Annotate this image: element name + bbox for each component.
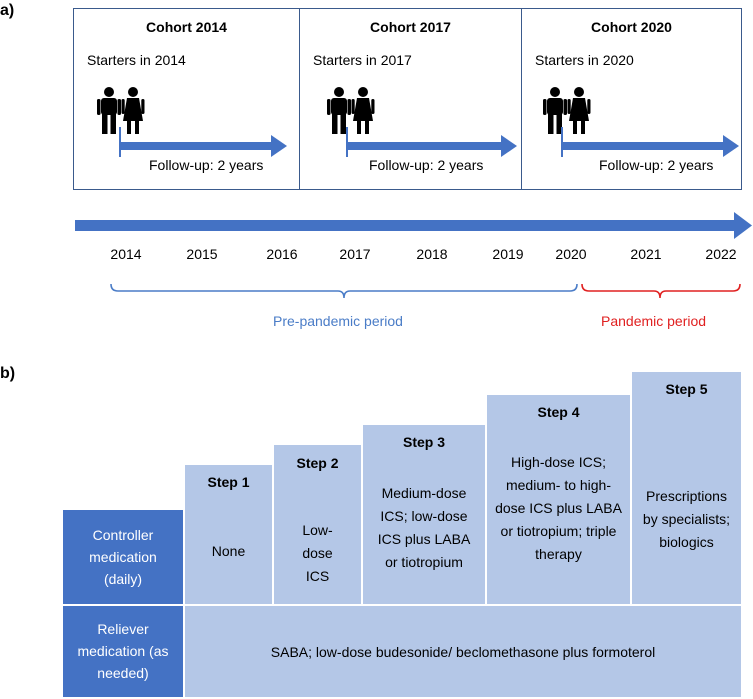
followup-arrow (119, 127, 287, 157)
step-title: Step 2 (296, 455, 339, 471)
starters-label: Starters in 2014 (87, 52, 186, 68)
year-label: 2014 (110, 246, 142, 262)
step-2-cell (273, 444, 362, 605)
reliever-medication-row: SABA; low-dose budesonide/ beclomethasone plus formoterol (184, 605, 742, 698)
cohort-title: Cohort 2020 (591, 19, 672, 35)
year-label: 2016 (266, 246, 298, 262)
year-label: 2015 (186, 246, 218, 262)
step-body: Prescriptions by specialists; biologics (642, 488, 731, 550)
pre-pandemic-label: Pre-pandemic period (273, 313, 403, 329)
year-label: 2019 (492, 246, 524, 262)
panel-b-label: b) (0, 365, 16, 382)
cohort-title: Cohort 2014 (146, 19, 227, 35)
pandemic-label: Pandemic period (601, 313, 707, 329)
step-body: High-dose ICS; medium- to high-dose ICS plus LABA or tiotropium; triple therapy (495, 454, 622, 562)
year-label: 2021 (630, 246, 662, 262)
step-1-cell (184, 464, 273, 605)
step-title: Step 3 (402, 434, 445, 450)
step-5-cell (631, 371, 742, 605)
step-body: None (211, 543, 246, 559)
reliever-medication-label: Reliever medication (as needed) (62, 605, 184, 698)
starters-label: Starters in 2020 (535, 52, 634, 68)
timeline-graphics (0, 0, 753, 340)
followup-label: Follow-up: 2 years (599, 157, 714, 173)
controller-medication-label: Controller medication (daily) (62, 509, 184, 605)
year-label: 2018 (416, 246, 448, 262)
followup-arrow (346, 127, 517, 157)
panel-a-label: a) (0, 2, 15, 19)
starters-label: Starters in 2017 (313, 52, 412, 68)
year-label: 2020 (555, 246, 587, 262)
step-title: Step 5 (665, 381, 708, 397)
followup-label: Follow-up: 2 years (149, 157, 264, 173)
year-label: 2022 (705, 246, 737, 262)
step-3-cell (362, 424, 486, 605)
step-4-cell (486, 394, 631, 605)
step-body: Medium-dose ICS; low-dose ICS plus LABA or tiotropium (377, 485, 471, 570)
pandemic-bracket (582, 284, 740, 298)
step-body: Low-dose ICS (302, 522, 333, 584)
step-title: Step 4 (537, 404, 580, 420)
year-label: 2017 (339, 246, 371, 262)
cohort-title: Cohort 2017 (370, 19, 451, 35)
pre-pandemic-bracket (111, 284, 577, 298)
followup-label: Follow-up: 2 years (369, 157, 484, 173)
step-title: Step 1 (207, 474, 250, 490)
followup-arrow (561, 127, 739, 157)
timeline-arrow (75, 212, 752, 239)
